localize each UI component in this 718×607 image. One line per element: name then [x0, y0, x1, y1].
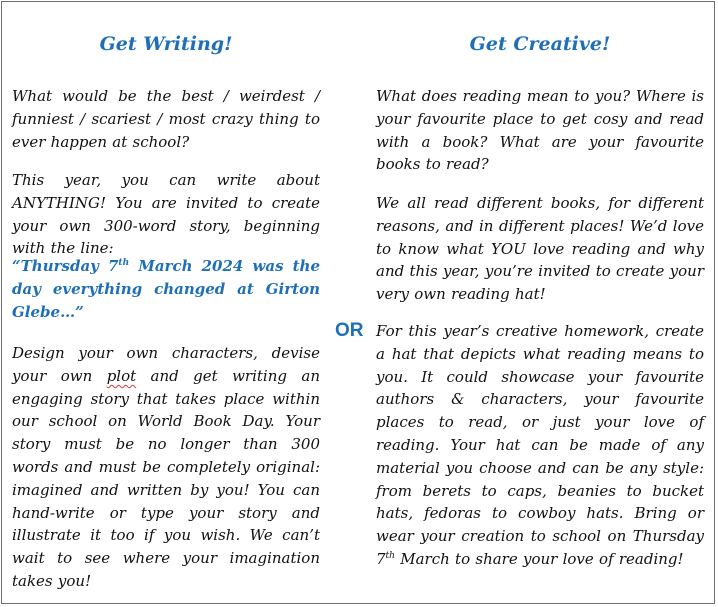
homework-end: March to share your love of reading! — [394, 549, 684, 568]
writing-invite: This year, you can write about ANYTHING! You are invited to create your own 300-word story, beginning with the line: — [12, 171, 320, 258]
homework-superscript: th — [385, 550, 395, 561]
creative-different: We all read different books, for different reasons, and in different places! We’d love to know what YOU love reading and why and this year, you’re invited to create your very own reading hat! — [376, 194, 704, 304]
homework-start: For this year’s creative homework, create a hat that depicts what reading means to you. It could showcase your favourite authors & characters, your favourite places to read, or just your love of reading. Your hat can be made of any material you choose and can be any style: from berets to caps, beanies to bucket hats, fedoras to cowboy hats. Bring or wear your creation to school on Thursday 7 — [376, 322, 704, 568]
quote-end: March 2024 was the day everything changed at Girton Glebe…” — [12, 257, 320, 321]
writing-intro: What would be the best / weirdest / funniest / scariest / most crazy thing to ever happen at school? — [12, 87, 320, 151]
spellcheck-word: plot — [106, 366, 137, 385]
creative-heading: Get Creative! — [469, 33, 611, 55]
writing-instructions — [12, 342, 320, 593]
story-opening-line — [12, 255, 320, 323]
creative-intro: What does reading mean to you? Where is your favourite place to get cosy and read with a book? What are your favourite books to read? — [376, 87, 704, 174]
design-start: Design your own characters, devise your own — [12, 344, 320, 385]
design-end: and get writing an engaging story that takes place within our school on World Book Day. Your story must be no longer than 300 words and must be completely original: imagined and written by you! You can hand-write or type your story and illustrate it too if you wish. We can’t wait to see where your imagination takes you! — [12, 366, 320, 590]
quote-start: “Thursday 7 — [12, 257, 119, 275]
creative-homework — [376, 320, 704, 571]
or-divider: OR — [335, 320, 364, 341]
writing-heading: Get Writing! — [99, 33, 233, 55]
quote-superscript: th — [118, 258, 130, 268]
